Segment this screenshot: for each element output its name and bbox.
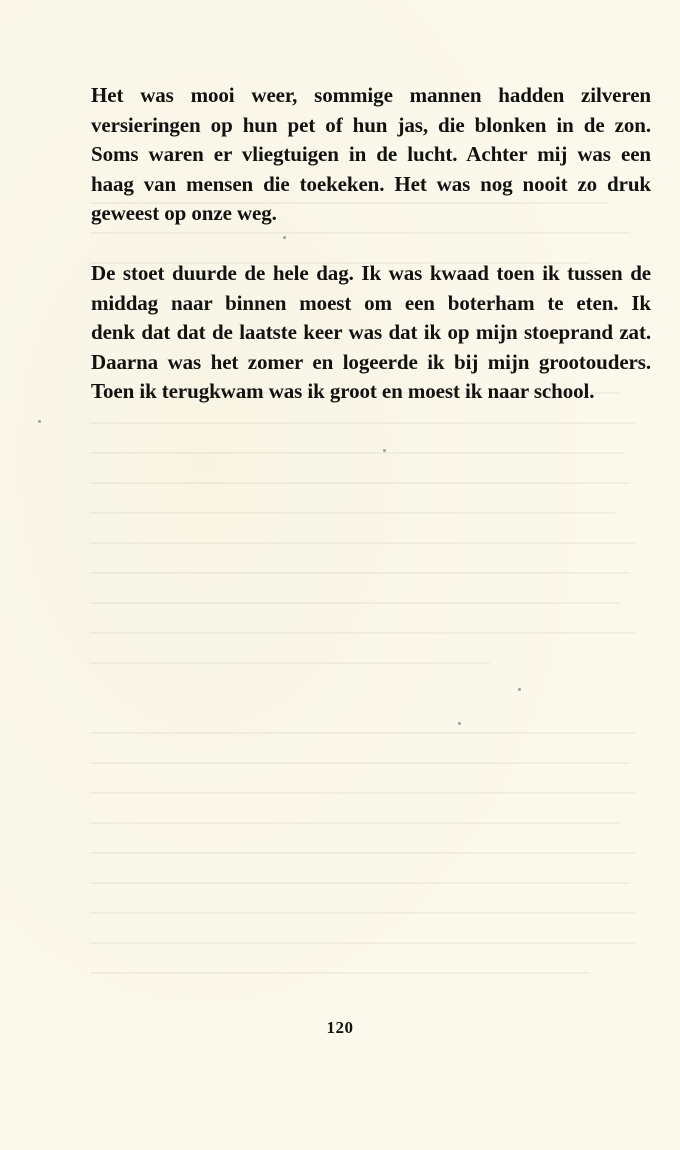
paragraph-line: Daarna was het zomer en logeerde ik bij mijn grootouders. <box>91 349 651 374</box>
ink-speck <box>518 688 521 691</box>
paragraph-line: haag van mensen die toekeken. Het was nog nooit zo druk <box>91 171 651 196</box>
paragraph-line: versieringen op hun pet of hun jas, die blonken in de zon. <box>91 112 651 137</box>
paragraph-line: De stoet duurde de hele dag. Ik was kwaad toen ik tussen de <box>91 261 651 285</box>
paragraph-1 <box>91 81 651 229</box>
page-number: 120 <box>326 1018 354 1037</box>
ink-speck <box>383 449 386 452</box>
paragraph-line: Soms waren er vliegtuigen in de lucht. Achter mij was een <box>91 142 651 166</box>
paragraph-line: denk dat dat de laatste keer was dat ik op mijn stoeprand zat. <box>91 320 651 344</box>
paragraph-line: geweest op onze weg. <box>91 201 277 225</box>
paragraph-line: Toen ik terugkwam was ik groot en moest ik naar school. <box>91 379 595 403</box>
ink-speck <box>458 722 461 725</box>
ink-speck <box>38 420 41 423</box>
paragraph-line: Het was mooi weer, sommige mannen hadden zilveren <box>91 83 651 107</box>
paragraph-2 <box>91 259 651 407</box>
ink-speck <box>283 236 286 239</box>
paragraph-line: middag naar binnen moest om een boterham te eten. Ik <box>91 290 651 315</box>
